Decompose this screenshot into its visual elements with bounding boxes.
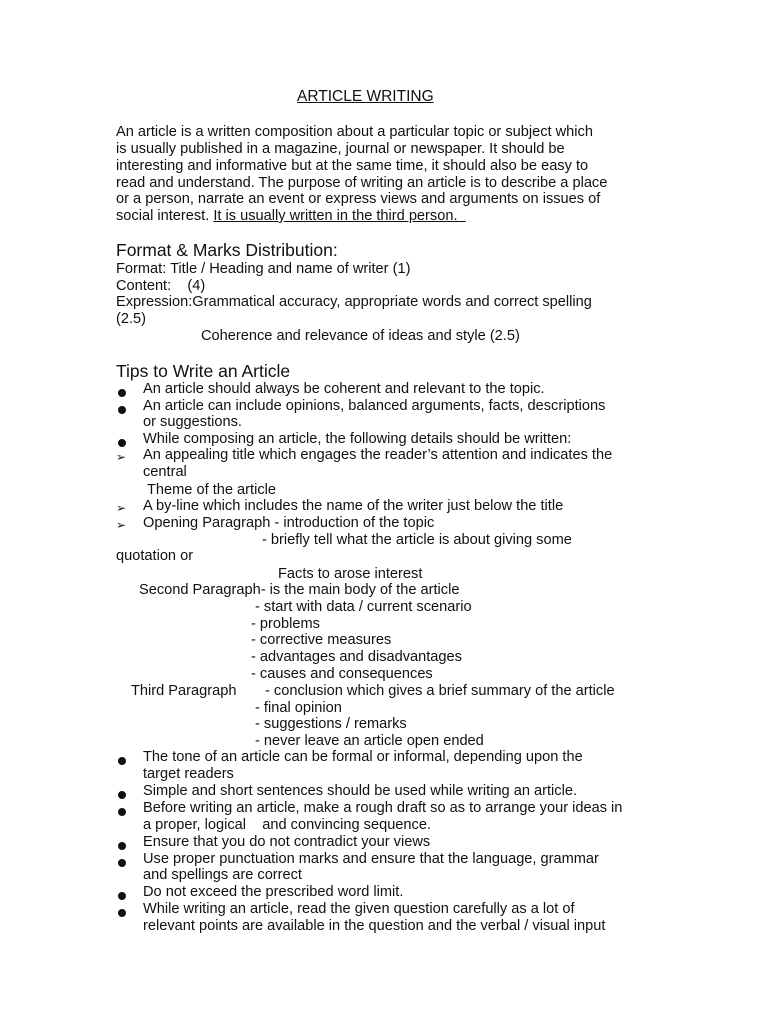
tip-line: Use proper punctuation marks and ensure that the language, grammar <box>143 851 599 867</box>
expression-line <box>116 294 592 311</box>
tip-line: Third Paragraph <box>131 683 237 699</box>
tip-line: Facts to arose interest <box>278 566 423 582</box>
tip-line: An article should always be coherent and relevant to the topic. <box>143 381 545 397</box>
tip-line: A by-line which includes the name of the writer just below the title <box>143 498 564 514</box>
format-line <box>116 261 410 278</box>
tip-line: - start with data / current scenario <box>255 599 472 615</box>
bullet-icon <box>118 385 126 402</box>
page-title: ARTICLE WRITING <box>297 88 434 105</box>
tips-heading: Tips to Write an Article <box>116 361 291 381</box>
format-text: : Title / Heading and name of writer (1) <box>162 261 411 277</box>
intro-line: read and understand. The purpose of writing an article is to describe a place <box>116 175 608 191</box>
tip-line: Opening Paragraph - introduction of the topic <box>143 515 435 531</box>
arrow-bullet-icon: ➢ <box>116 518 127 532</box>
intro-line: or a person, narrate an event or express views and arguments on issues of <box>116 191 601 207</box>
tip-line: - final opinion <box>255 700 342 716</box>
intro-line: An article is a written composition about a particular topic or subject which <box>116 124 593 140</box>
tip-line: Before writing an article, make a rough draft so as to arrange your ideas in <box>143 800 623 816</box>
intro-line: is usually published in a magazine, journal or newspaper. It should be <box>116 141 565 157</box>
expression-text: :Grammatical accuracy, appropriate words and correct spelling <box>188 294 592 310</box>
bullet-icon <box>118 888 126 905</box>
expression-label: Expression <box>116 294 189 310</box>
tip-line: Second Paragraph- is the main body of the article <box>139 582 460 598</box>
tip-line: While composing an article, the following details should be written: <box>143 431 572 447</box>
expression-marks: (2.5) <box>116 311 147 327</box>
tip-line: An article can include opinions, balanced arguments, facts, descriptions <box>143 398 606 414</box>
tip-line: - conclusion which gives a brief summary of the article <box>265 683 615 699</box>
bullet-icon <box>118 838 126 855</box>
tip-line: - corrective measures <box>251 632 392 648</box>
tip-line: a proper, logical and convincing sequence. <box>143 817 432 833</box>
tip-line: Do not exceed the prescribed word limit. <box>143 884 404 900</box>
tip-line: - problems <box>251 616 320 632</box>
tip-line: Ensure that you do not contradict your views <box>143 834 431 850</box>
bullet-icon <box>118 855 126 872</box>
tip-line: - briefly tell what the article is about giving some <box>262 532 572 548</box>
intro-text: social interest. <box>116 208 214 224</box>
tip-line: - suggestions / remarks <box>255 716 407 732</box>
bullet-icon <box>118 402 126 419</box>
format-label: Format <box>116 261 163 277</box>
tip-line: An appealing title which engages the reader’s attention and indicates the <box>143 447 613 463</box>
tip-line: and spellings are correct <box>143 867 302 883</box>
tip-line: - never leave an article open ended <box>255 733 484 749</box>
arrow-bullet-icon: ➢ <box>116 450 127 464</box>
format-heading: Format & Marks Distribution: <box>116 240 338 260</box>
tip-line: The tone of an article can be formal or informal, depending upon the <box>143 749 583 765</box>
coherence-line: Coherence and relevance of ideas and style (2.5) <box>201 328 520 344</box>
tip-line: While writing an article, read the given question carefully as a lot of <box>143 901 575 917</box>
tip-line: Theme of the article <box>147 482 276 498</box>
bullet-icon <box>118 905 126 922</box>
bullet-icon <box>118 787 126 804</box>
tip-line: or suggestions. <box>143 414 242 430</box>
tip-line: - advantages and disadvantages <box>251 649 462 665</box>
intro-line: interesting and informative but at the same time, it should also be easy to <box>116 158 589 174</box>
bullet-icon <box>118 804 126 821</box>
tip-line: target readers <box>143 766 234 782</box>
tip-line: Simple and short sentences should be used while writing an article. <box>143 783 578 799</box>
arrow-bullet-icon: ➢ <box>116 501 127 515</box>
intro-underlined-text: It is usually written in the third person. <box>213 208 466 224</box>
content-line: Content: (4) <box>116 278 206 294</box>
tip-line: - causes and consequences <box>251 666 433 682</box>
tip-line: relevant points are available in the question and the verbal / visual input <box>143 918 606 934</box>
intro-line <box>116 208 466 225</box>
bullet-icon <box>118 753 126 770</box>
tip-line: central <box>143 464 187 480</box>
tip-line: quotation or <box>116 548 194 564</box>
